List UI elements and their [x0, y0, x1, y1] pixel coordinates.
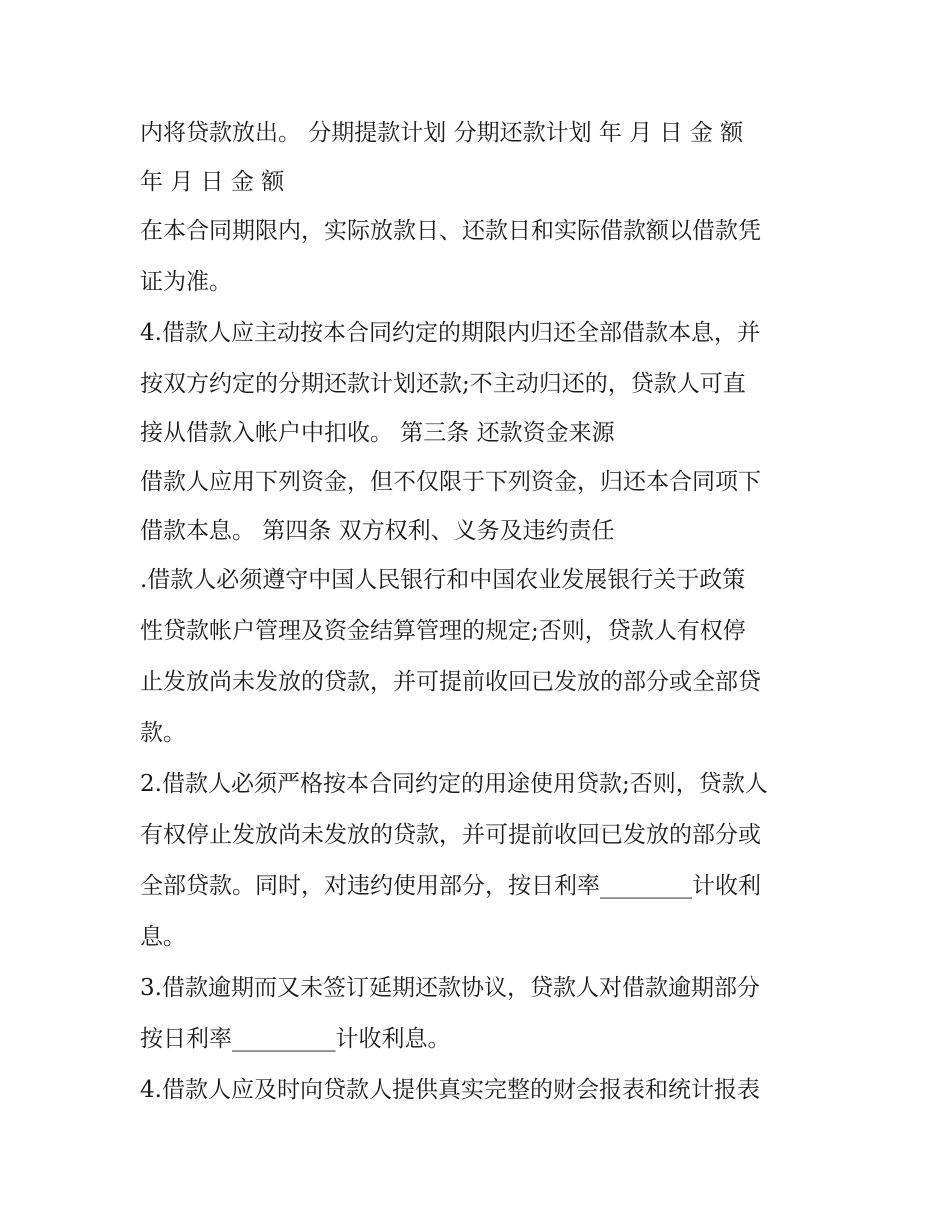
text-line: 借款人应用下列资金，但不仅限于下列资金，归还本合同项下 — [140, 469, 761, 495]
text-line: 接从借款入帐户中扣收。 第三条 还款资金来源 — [140, 420, 615, 446]
text-line: 按双方约定的分期还款计划还款;不主动归还的，贷款人可直 — [140, 371, 746, 397]
text-line: 3.借款逾期而又未签订延期还款协议，贷款人对借款逾期部分 — [140, 975, 760, 1001]
text-line: 息。 — [140, 924, 186, 950]
text-line: 止发放尚未发放的贷款，并可提前收回已发放的部分或全部贷 — [140, 669, 761, 695]
text-line: 4.借款人应及时向贷款人提供真实完整的财会报表和统计报表 — [140, 1077, 760, 1103]
text-line: 借款本息。 第四条 双方权利、义务及违约责任 — [140, 518, 615, 544]
text-line: 按日利率_________计收利息。 — [140, 1026, 451, 1052]
contract-text — [140, 108, 830, 1116]
text-line: 内将贷款放出。 分期提款计划 分期还款计划 年 月 日 金 额 — [140, 120, 744, 146]
text-line: 4.借款人应主动按本合同约定的期限内归还全部借款本息，并 — [140, 320, 760, 346]
text-line: 全部贷款。同时，对违约使用部分，按日利率________计收利 — [140, 873, 761, 899]
text-line: 在本合同期限内，实际放款日、还款日和实际借款额以借款凭 — [140, 218, 761, 244]
text-line: 款。 — [140, 720, 186, 746]
text-line: 有权停止发放尚未发放的贷款，并可提前收回已发放的部分或 — [140, 822, 761, 848]
text-line: 2.借款人必须严格按本合同约定的用途使用贷款;否则，贷款人 — [140, 771, 768, 797]
text-line: 年 月 日 金 额 — [140, 169, 285, 195]
text-line: .借款人必须遵守中国人民银行和中国农业发展银行关于政策 — [140, 567, 746, 593]
text-line: 证为准。 — [140, 269, 232, 295]
text-line: 性贷款帐户管理及资金结算管理的规定;否则，贷款人有权停 — [140, 618, 746, 644]
